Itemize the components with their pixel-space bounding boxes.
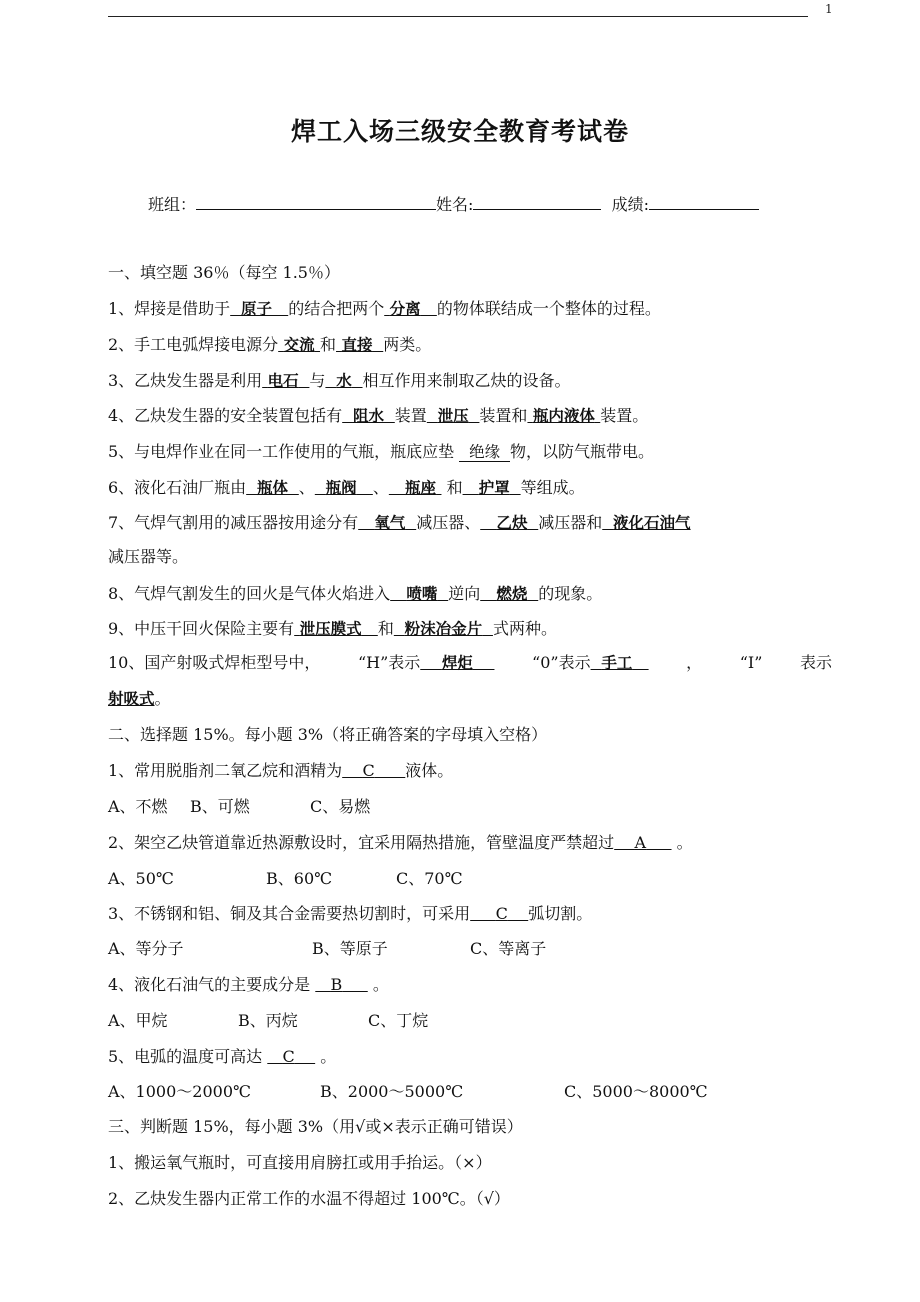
header-rule [108,16,808,17]
page-title: 焊工入场三级安全教育考试卷 [290,117,629,146]
answer-blank: 瓶阀 [325,479,357,497]
answer-blank: 原子 [240,300,272,318]
answer-blank: 燃烧 [496,585,528,603]
class-label: 班组： [148,195,197,214]
student-info-row [148,192,759,215]
answer-blank: C [362,761,375,780]
section-2-heading: 二、选择题 15%。每小题 3%（将正确答案的字母填入空格） [108,725,548,744]
name-label: 姓名: [436,195,474,214]
answer-blank: 焊炬 [441,654,473,672]
choice-question-1: 1、常用脱脂剂二氧乙烷和酒精为 C 液体。 [108,761,454,780]
answer-blank: 瓶体 [256,479,288,497]
section-1-heading: 一、填空题 36％（每空 1.5％） [108,263,340,282]
answer-blank: 阻水 [352,407,384,425]
answer-blank: 粉沫冶金片 [404,620,483,638]
fill-question-5: 5、与电焊作业在同一工作使用的气瓶，瓶底应垫 绝缘 物，以防气瓶带电。 [108,442,655,461]
answer-blank: 交流 [283,336,315,354]
fill-question-10-line-2: 射吸式。 [108,689,171,708]
answer-blank: 乙炔 [496,514,528,532]
answer-blank: B [330,975,343,994]
answer-blank: 泄压 [437,407,469,425]
answer-blank: 水 [336,372,352,390]
fill-question-3: 3、乙炔发生器是利用 电石 与 水 相互作用来制取乙炔的设备。 [108,371,571,390]
choice-question-4: 4、液化石油气的主要成分是 B 。 [108,975,389,994]
fill-question-6: 6、液化石油厂瓶由 瓶体 、 瓶阀 、 瓶座 和 护罩 等组成。 [108,478,585,497]
choice-options-5: A、1000～2000℃ B、2000～5000℃ C、5000～8000℃ [108,1082,708,1101]
choice-question-5: 5、电弧的温度可高达 C 。 [108,1047,337,1066]
fill-question-9: 9、中压干回火保险主要有 泄压膜式 和 粉沫冶金片 式两种。 [108,619,557,638]
section-3-heading: 三、判断题 15%，每小题 3%（用√或×表示正确可错误） [108,1117,523,1136]
answer-blank: 直接 [341,336,373,354]
answer-blank: A [634,833,647,852]
choice-question-2: 2、架空乙炔管道靠近热源敷设时，宜采用隔热措施，管壁温度严禁超过 A 。 [108,833,693,852]
name-blank[interactable] [473,192,601,210]
answer-blank: 手工 [601,654,633,672]
score-blank[interactable] [649,192,759,210]
choice-options-1: A、不燃 B、可燃 C、易燃 [108,797,371,816]
fill-question-4: 4、乙炔发生器的安全装置包括有 阻水 装置 泄压 装置和 瓶内液体 装置。 [108,406,649,425]
answer-blank: 电石 [267,372,299,390]
answer-blank: 泄压膜式 [299,620,362,638]
answer-blank: C [282,1047,295,1066]
choice-options-3: A、等分子 B、等原子 C、等离子 [108,939,547,958]
fill-question-10-line-1: 10、国产射吸式焊柜型号中， “H”表示 焊炬 “0”表示 手工 ， “I” 表示 [108,653,832,672]
answer-blank: 液化石油气 [613,514,691,532]
score-label: 成绩: [611,195,649,214]
judge-question-1: 1、搬运氧气瓶时，可直接用肩膀扛或用手抬运。（×） [108,1153,492,1172]
fill-question-7-line-2: 减压器等。 [108,547,189,566]
answer-blank: 瓶内液体 [532,407,595,425]
answer-blank: 氧气 [374,514,406,532]
fill-question-2: 2、手工电弧焊接电源分 交流 和 直接 两类。 [108,335,432,354]
page-number: 1 [825,2,833,16]
answer-blank: C [495,904,508,923]
choice-options-2: A、50℃ B、60℃ C、70℃ [108,869,463,888]
answer-blank: 分离 [389,300,421,318]
class-blank[interactable] [196,192,436,210]
fill-question-8: 8、气焊气割发生的回火是气体火焰进入 喷嘴 逆向 燃烧 的现象。 [108,584,603,603]
answer-blank: 喷嘴 [406,585,438,603]
fill-question-7-line-1: 7、气焊气割用的减压器按用途分有 氧气 减压器、 乙炔 减压器和 液化石油气 [108,513,691,532]
fill-question-1: 1、焊接是借助于 原子 的结合把两个 分离 的物体联结成一个整体的过程。 [108,299,661,318]
answer-blank: 瓶座 [405,479,437,497]
answer-blank: 护罩 [478,479,510,497]
answer-blank: 射吸式 [108,690,155,708]
judge-question-2: 2、乙炔发生器内正常工作的水温不得超过 100℃。（√） [108,1189,510,1208]
answer-blank: 绝缘 [459,443,510,462]
choice-options-4: A、甲烷 B、丙烷 C、丁烷 [108,1011,429,1030]
choice-question-3: 3、不锈钢和铝、铜及其合金需要热切割时，可采用 C 弧切割。 [108,904,593,923]
